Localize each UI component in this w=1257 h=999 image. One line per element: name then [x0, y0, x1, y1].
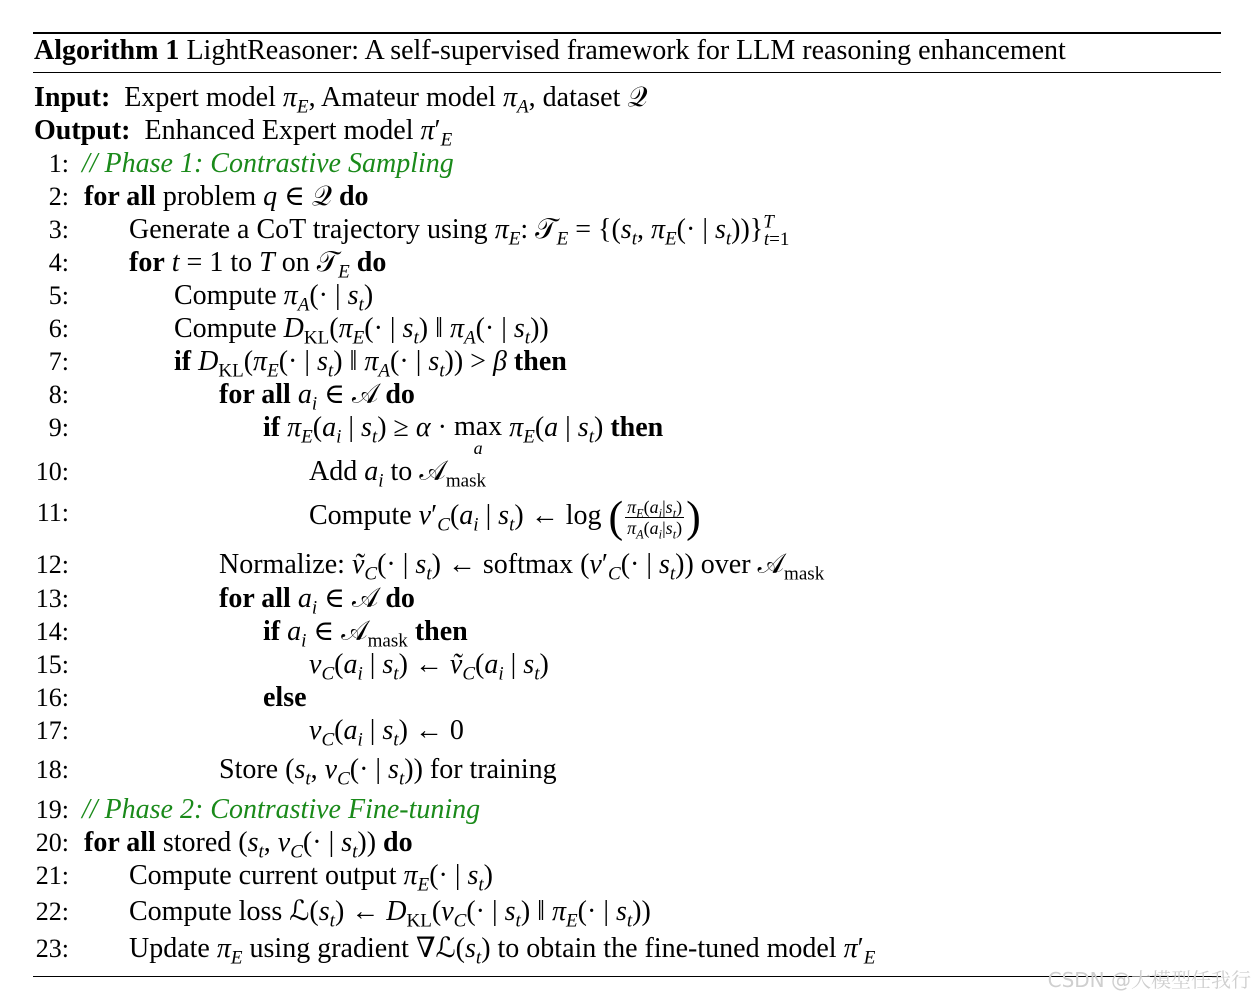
line-text: Normalize: ṽ$_C$(· | $s_t$) ← softmax ($v'_C(\cdot$ | $s_t$)) over 𝒜$_{mask}$ — [219, 549, 825, 585]
line-number: 19: — [35, 795, 69, 824]
line-number: 13: — [35, 584, 69, 613]
line-text: else — [263, 682, 307, 713]
line-number: 4: — [48, 248, 69, 277]
line-text: for all $a_i$ ∈ 𝒜 do — [219, 583, 415, 619]
line-text: if $D_{KL}(\pi_E(\cdot$ | $s_t$) ‖ $\pi_A(\cdot$ | $s_t)) > \beta$ then — [174, 346, 567, 382]
line-number: 3: — [48, 215, 69, 244]
output-line — [34, 115, 453, 151]
line-text: Compute $v'_C(a_i$ | $s_t$) ← log ( $\frac{\pi_E(a_i|s_t)}{\pi_A(a_i|s_t)}$ ) — [309, 492, 701, 542]
line-number: 2: — [48, 182, 69, 211]
line-text: $v_C(a_i$ | $s_t$) ← $ṽ_C(a_i$ | $s_t$) — [309, 649, 549, 685]
bottom-rule — [33, 976, 1221, 977]
line-text: Compute $D_{KL}(\pi_E(\cdot$ | $s_t$) ‖ $\pi_A(\cdot$ | $s_t$)) — [174, 313, 549, 349]
line-text: // Phase 1: Contrastive Sampling — [82, 148, 454, 179]
line-number: 18: — [35, 755, 69, 784]
line-text: Generate a CoT trajectory using $\pi_E$: 𝒯$_E$ = {($s_t$, $\pi_E(\cdot$ | $s_t))\}^T_{t=1}$ — [129, 211, 790, 250]
line-number: 14: — [35, 617, 69, 646]
line-number: 22: — [35, 897, 69, 926]
line-text: for t = 1 to T on 𝒯$_E$ do — [129, 247, 387, 283]
input-text: Expert model $\pi_E$, Amateur model $\pi_A$, dataset 𝒬 — [117, 82, 648, 118]
line-number: 5: — [48, 281, 69, 310]
line-number: 9: — [48, 413, 69, 442]
line-number: 20: — [35, 828, 69, 857]
line-number: 12: — [35, 550, 69, 579]
line-text: Store ($s_t$, $v_C(\cdot$ | $s_t$)) for training — [219, 754, 557, 790]
top-rule — [33, 32, 1221, 34]
line-text: for all $a_i$ ∈ 𝒜 do — [219, 379, 415, 415]
algorithm-header — [34, 35, 1066, 67]
output-text: Enhanced Expert model $\pi'_E$ — [137, 115, 453, 151]
line-text: Add $a_i$ to 𝒜$_{mask}$ — [309, 456, 486, 492]
line-text: if $\pi_E(a_i$ | $s_t) \ge \alpha \cdot \max$ a $\pi_E(a$ | $s_t$) then — [263, 411, 664, 458]
algorithm-title: LightReasoner: A self-supervised framework for LLM reasoning enhancement — [186, 35, 1066, 66]
line-number: 21: — [35, 861, 69, 890]
output-label: Output: — [34, 115, 131, 146]
line-text: Update $\pi_E$ using gradient $\nabla ℒ(s_t)$ to obtain the fine-tuned model $\pi'_E$ — [129, 933, 876, 969]
line-text: Compute $\pi_A(\cdot$ | $s_t$) — [174, 280, 374, 316]
line-text: if $a_i$ ∈ 𝒜$_{mask}$ then — [263, 616, 468, 652]
line-number: 8: — [48, 380, 69, 409]
line-number: 6: — [48, 314, 69, 343]
header-rule — [33, 72, 1221, 73]
line-text: Compute loss $ℒ(s_t)$ ← $D_{KL}(v_C(\cdot$ | $s_t$) ‖ $\pi_E(\cdot$ | $s_t$)) — [129, 896, 651, 932]
line-number: 1: — [48, 149, 69, 178]
line-number: 7: — [48, 347, 69, 376]
line-number: 15: — [35, 650, 69, 679]
input-label: Input: — [34, 82, 111, 113]
line-number: 23: — [35, 934, 69, 963]
line-number: 11: — [36, 498, 69, 527]
line-text: for all problem q ∈ 𝒬 do — [84, 181, 369, 212]
line-text: // Phase 2: Contrastive Fine-tuning — [82, 794, 481, 825]
line-number: 10: — [35, 457, 69, 486]
input-line — [34, 82, 648, 118]
watermark: CSDN @大模型任我行 — [1047, 968, 1251, 992]
line-text: for all stored ($s_t$, $v_C(\cdot$ | $s_t$)) do — [84, 827, 413, 863]
line-text: $v_C(a_i$ | $s_t$) ← 0 — [309, 715, 464, 751]
line-number: 17: — [35, 716, 69, 745]
line-number: 16: — [35, 683, 69, 712]
line-text: Compute current output $\pi_E(\cdot$ | $s_t$) — [129, 860, 493, 896]
algorithm-label: Algorithm 1 — [34, 35, 180, 66]
